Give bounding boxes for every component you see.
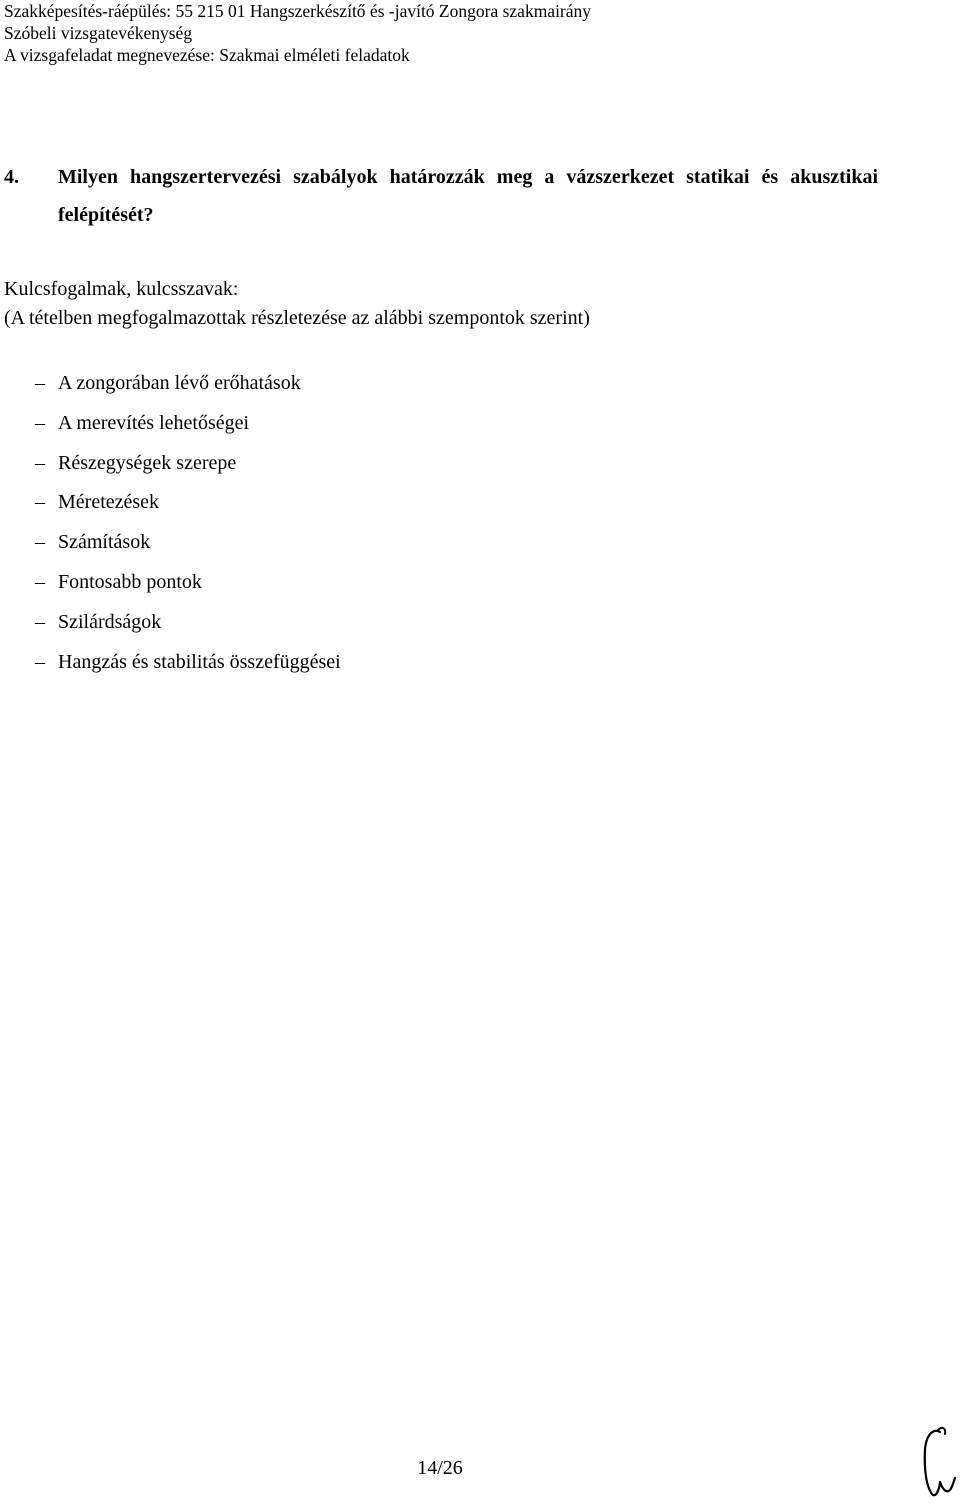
question-block [4,158,878,234]
list-item-text: Méretezések [58,491,160,514]
header-task-name: A vizsgafeladat megnevezése: Szakmai elméleti feladatok [4,45,410,65]
list-item-text: A merevítés lehetőségei [58,411,250,434]
list-item [35,529,341,569]
document-header [4,0,954,66]
dash-bullet-icon: – [35,570,45,593]
list-item [35,609,341,649]
list-item-text: Számítások [58,531,151,554]
dash-bullet-icon: – [35,491,45,514]
dash-bullet-icon: – [35,531,45,554]
list-item-text: A zongorában lévő erőhatások [58,372,301,394]
list-item [35,649,341,689]
keywords-list [35,370,341,688]
dash-bullet-icon: – [35,610,45,633]
dash-bullet-icon: – [35,451,45,474]
question-text: Milyen hangszertervezési szabályok határozzák meg a vázszerkezet statikai és akusztikai felépítését? [58,166,878,226]
list-item [35,370,341,410]
list-item [35,489,341,529]
list-item [35,450,341,490]
dash-bullet-icon: – [35,650,45,673]
header-activity: Szóbeli vizsgatevékenység [4,23,193,43]
question-number: 4. [4,166,19,188]
header-qualification: Szakképesítés-ráépülés: 55 215 01 Hangszerkészítő és -javító Zongora szakmairány [4,1,592,21]
handwritten-initial-signature [918,1420,958,1500]
list-item-text: Hangzás és stabilitás összefüggései [58,650,341,673]
list-item-text: Részegységek szerepe [58,451,237,474]
page-number: 14/26 [417,1457,463,1479]
list-item [35,410,341,450]
keywords-title: Kulcsfogalmak, kulcsszavak: [4,278,239,300]
keywords-subtitle: (A tételben megfogalmazottak részletezése az alábbi szempontok szerint) [4,307,590,329]
list-item-text: Fontosabb pontok [58,570,202,593]
list-item-text: Szilárdságok [58,610,162,633]
dash-bullet-icon: – [35,372,45,394]
dash-bullet-icon: – [35,411,45,434]
list-item [35,569,341,609]
